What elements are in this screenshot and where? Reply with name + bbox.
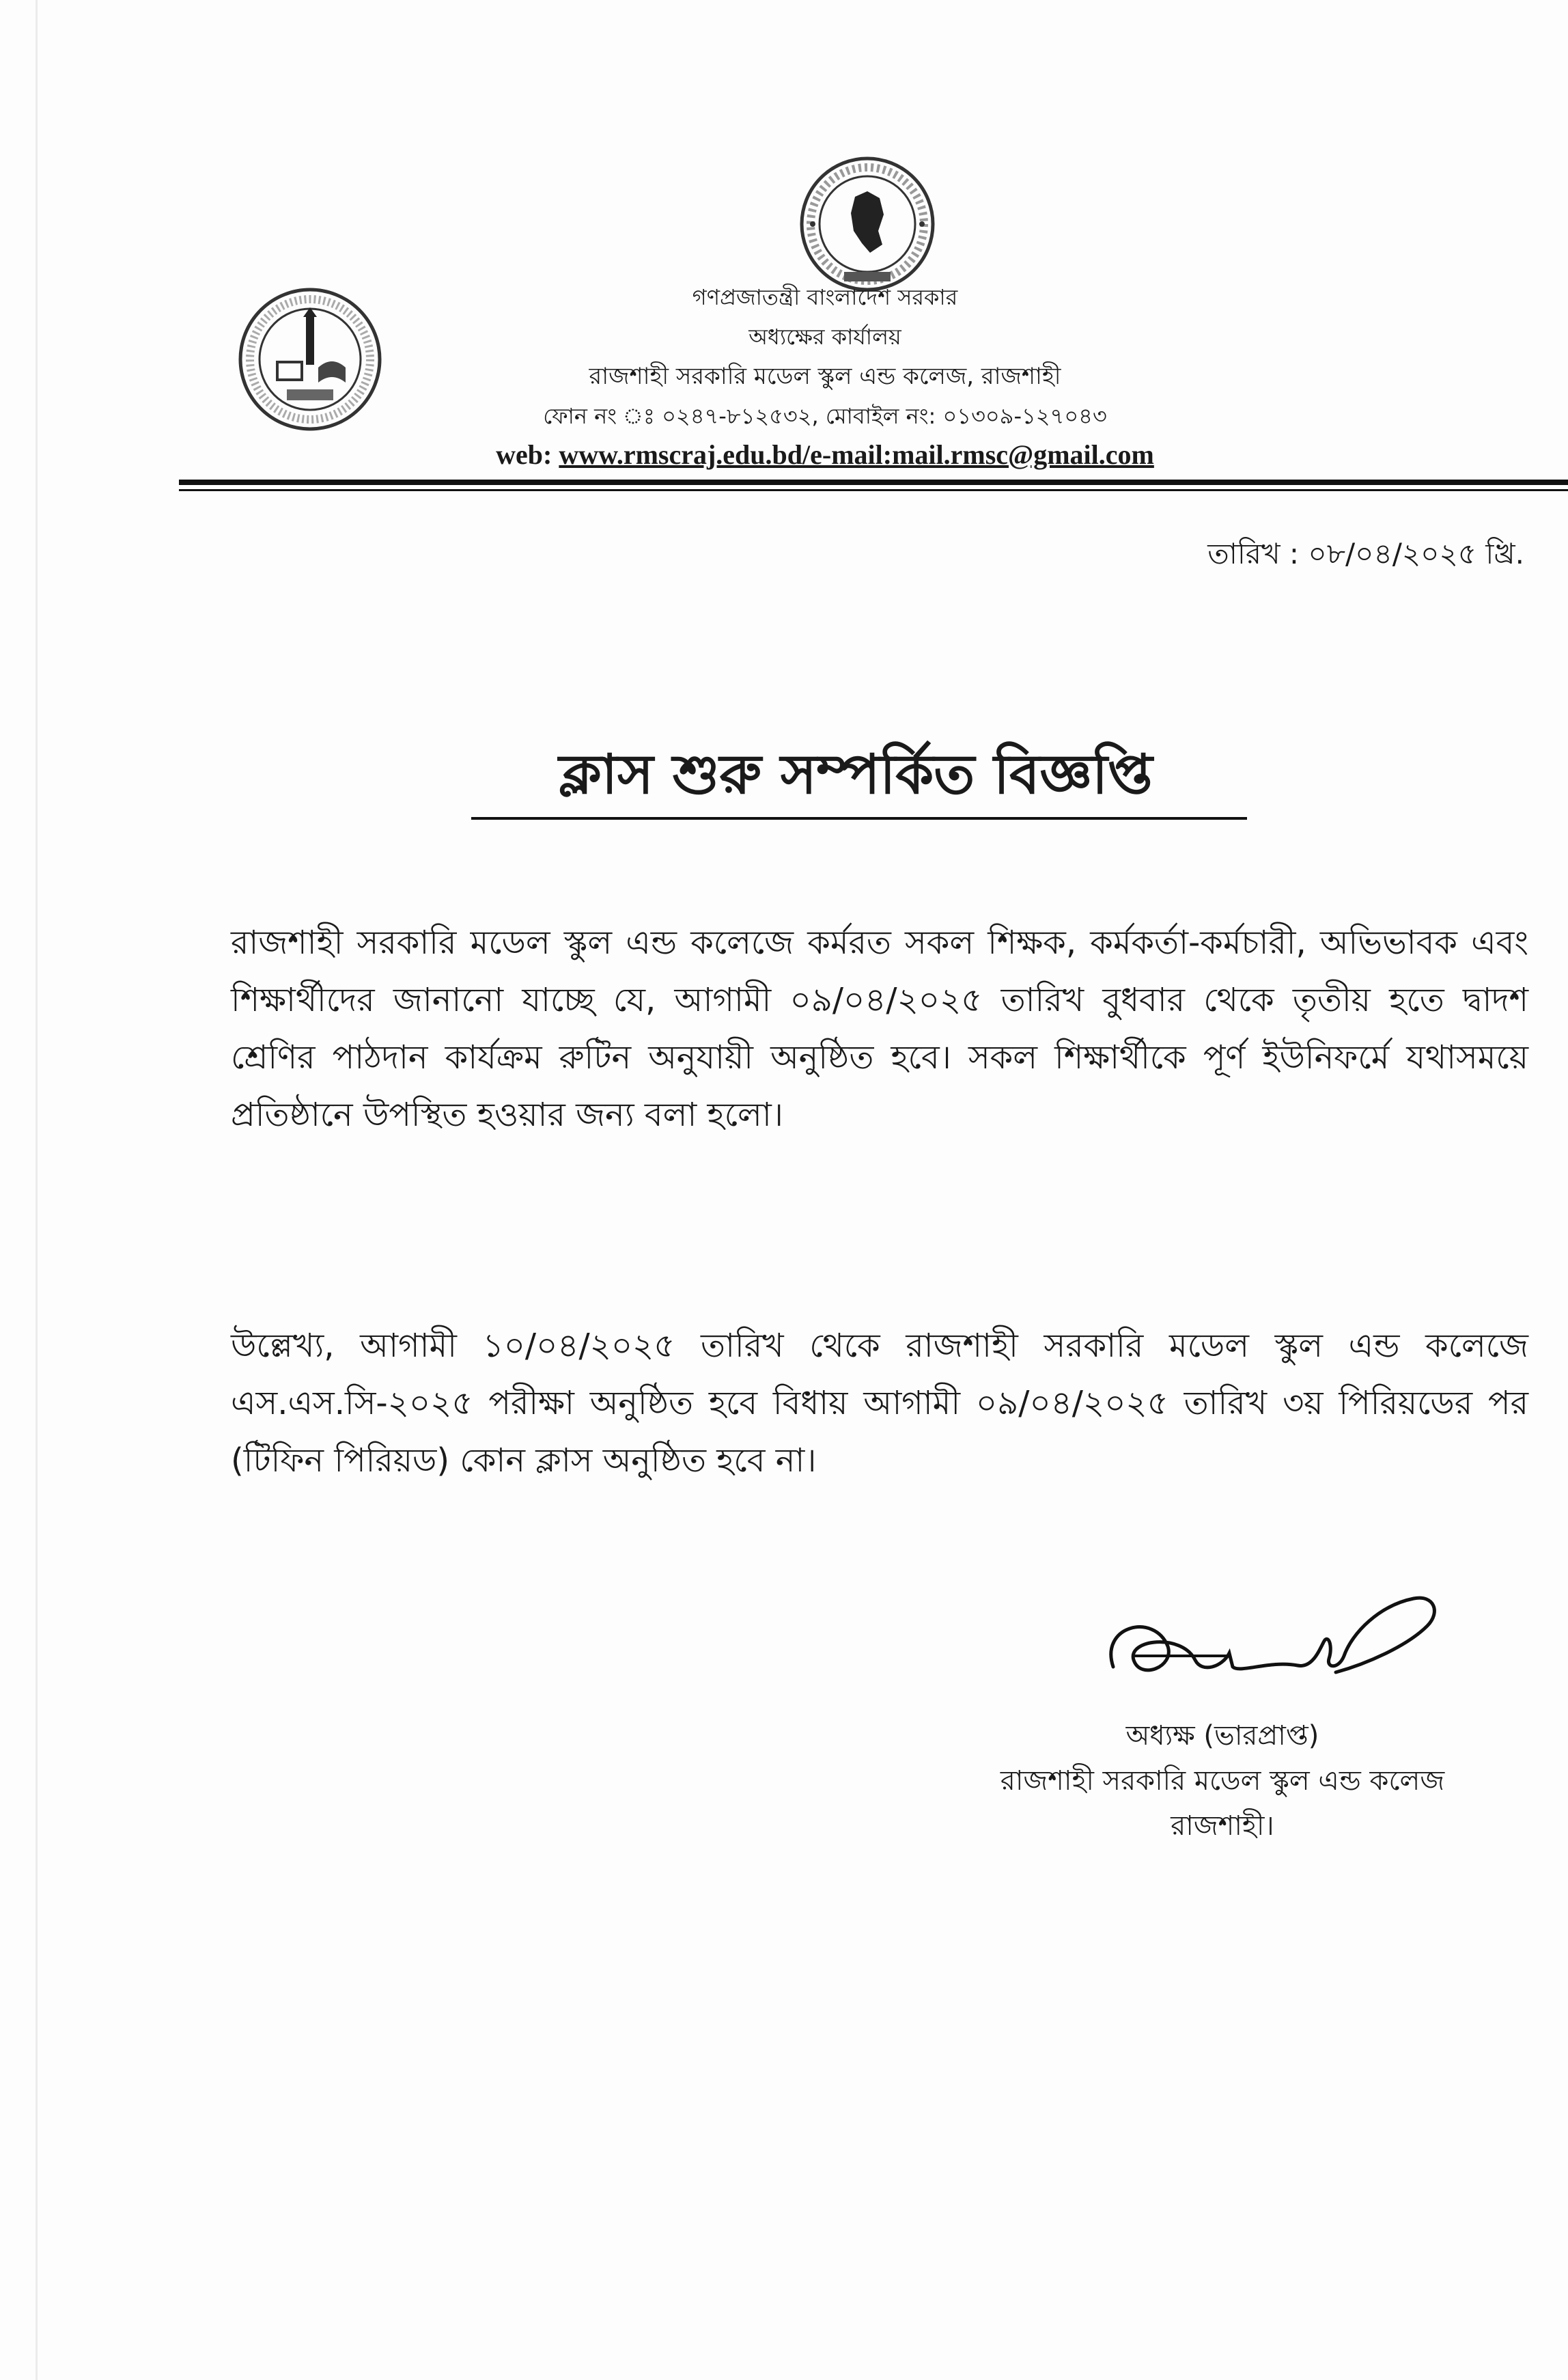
government-seal-icon: [799, 156, 936, 292]
body-paragraph-2: উল্লেখ্য, আগামী ১০/০৪/২০২৫ তারিখ থেকে রাজশাহী সরকারি মডেল স্কুল এন্ড কলেজে এস.এস.সি-২০২৫ পরীক্ষা অনুষ্ঠিত হবে বিধায় আগামী ০৯/০৪/২০২৫ তারিখ ৩য় পিরিয়ডের পর (টিফিন পিরিয়ড) কোন ক্লাস অনুষ্ঠিত হবে না।: [231, 1327, 1528, 1480]
web-email-link[interactable]: www.rmscraj.edu.bd/e-mail:mail.rmsc@gmail.com: [559, 439, 1154, 470]
signatory-designation: অধ্যক্ষ (ভারপ্রাপ্ত): [1125, 1720, 1319, 1752]
signature-icon: [1093, 1585, 1448, 1708]
title-underline: [471, 817, 1247, 820]
web-line: [41, 439, 1568, 471]
school-name: রাজশাহী সরকারি মডেল স্কুল এন্ড কলেজ, রাজশাহী: [589, 363, 1061, 390]
header-divider-thin: [179, 489, 1568, 491]
office-name: অধ্যক্ষের কার্যালয়: [748, 324, 901, 350]
header-divider: [179, 480, 1568, 485]
body-paragraph-1: রাজশাহী সরকারি মডেল স্কুল এন্ড কলেজে কর্মরত সকল শিক্ষক, কর্মকর্তা-কর্মচারী, অভিভাবক এবং শিক্ষার্থীদের জানানো যাচ্ছে যে, আগামী ০৯/০৪/২০২৫ তারিখ বুধবার থেকে তৃতীয় হতে দ্বাদশ শ্রেণির পাঠদান কার্যক্রম রুটিন অনুযায়ী অনুষ্ঠিত হবে। সকল শিক্ষার্থীকে পূর্ণ ইউনিফর্মে যথাসময়ে প্রতিষ্ঠানে উপস্থিত হওয়ার জন্য বলা হলো।: [231, 924, 1528, 1134]
signatory-institution: রাজশাহী সরকারি মডেল স্কুল এন্ড কলেজ: [1000, 1765, 1445, 1797]
scan-edge: [36, 0, 38, 2380]
signatory-city: রাজশাহী।: [1171, 1810, 1274, 1842]
web-label: web:: [496, 439, 552, 470]
notice-title: ক্লাস শুরু সম্পর্কিত বিজ্ঞপ্তি: [559, 743, 1153, 806]
signatory-block: [929, 1713, 1516, 1849]
notice-date: তারিখ : ০৮/০৪/২০২৫ খ্রি.: [1207, 537, 1524, 570]
government-name: গণপ্রজাতন্ত্রী বাংলাদেশ সরকার: [692, 284, 958, 310]
phone-line: ফোন নং ঃ ০২৪৭-৮১২৫৩২, মোবাইল নং: ০১৩০৯-১২৭০৪৩: [543, 403, 1107, 429]
